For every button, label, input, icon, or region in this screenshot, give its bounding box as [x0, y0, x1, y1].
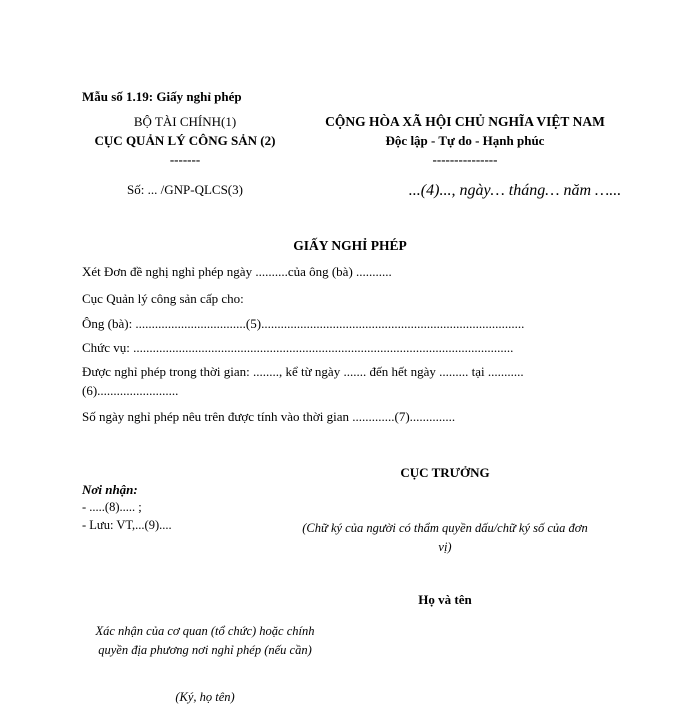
confirmation-note: Xác nhận của cơ quan (tổ chức) hoặc chính quyền địa phương nơi nghỉ phép (nếu cần): [95, 624, 315, 657]
form-number-title: Mẫu số 1.19: Giấy nghỉ phép: [82, 89, 242, 104]
national-motto: Độc lập - Tự do - Hạnh phúc: [385, 133, 545, 148]
ministry-name: BỘ TÀI CHÍNH(1): [133, 114, 237, 129]
signer-position: CỤC TRƯỞNG: [400, 465, 490, 480]
body-line-leave-count: Số ngày nghỉ phép nêu trên được tính vào thời gian .............(7)..............: [82, 409, 456, 424]
confirmation-signature-hint: (Ký, họ tên): [175, 690, 235, 704]
body-line-name: Ông (bà): ..................................(5).................................................................................: [82, 316, 525, 331]
recipient-item: - Lưu: VT,...(9)....: [82, 518, 172, 532]
place-date-line: ...(4)..., ngày… tháng… năm …...: [408, 182, 622, 199]
signature-note: (Chữ ký của người có thẩm quyền dấu/chữ ký số của đơn vị): [302, 521, 588, 554]
body-line-leave-period: Được nghỉ phép trong thời gian: ........, kể từ ngày ....... đến hết ngày ......... tại ...........: [82, 364, 524, 379]
recipients-title: Nơi nhận:: [82, 482, 138, 497]
body-line-request: Xét Đơn đề nghị nghỉ phép ngày ..........của ông (bà) ...........: [82, 264, 392, 279]
signer-name-label: Họ và tên: [418, 592, 472, 607]
right-header-separator: ---------------: [432, 152, 498, 167]
document-title: GIẤY NGHỈ PHÉP: [293, 238, 407, 253]
body-line-position: Chức vụ: .....................................................................................................................: [82, 340, 514, 355]
left-header-separator: -------: [169, 152, 201, 167]
body-line-issuer: Cục Quản lý công sản cấp cho:: [82, 291, 244, 306]
document-number: Số: ... /GNP-QLCS(3): [127, 182, 243, 197]
department-name: CỤC QUẢN LÝ CÔNG SẢN (2): [94, 133, 276, 148]
recipient-item: - .....(8)..... ;: [82, 500, 142, 514]
national-title: CỘNG HÒA XÃ HỘI CHỦ NGHĨA VIỆT NAM: [325, 114, 605, 129]
body-line-leave-place: (6).........................: [82, 383, 179, 398]
